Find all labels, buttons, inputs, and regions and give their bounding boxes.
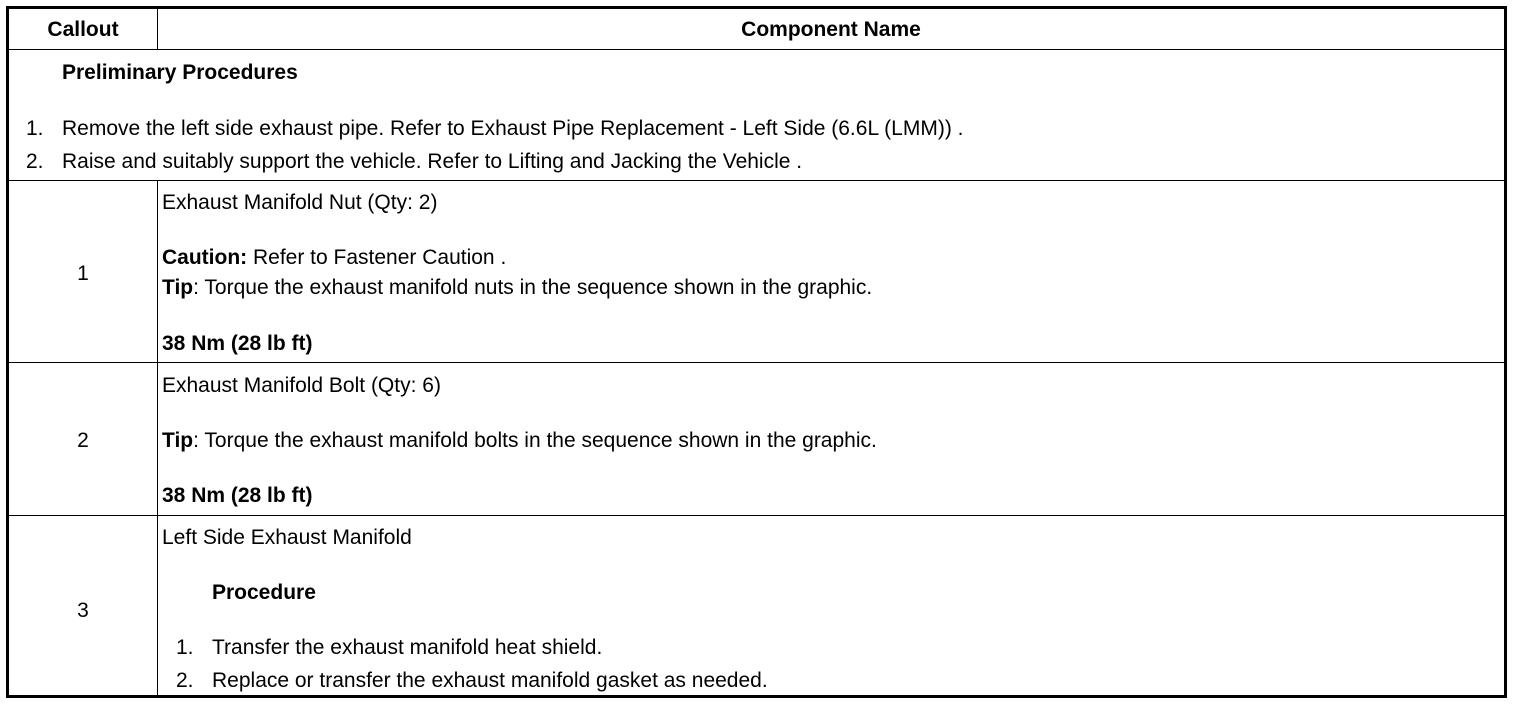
component-name: Left Side Exhaust Manifold [162,526,412,549]
tip-text: : Torque the exhaust manifold bolts in the sequence shown in the graphic. [193,429,877,452]
caution-note [162,247,506,268]
procedure-step-text: Transfer the exhaust manifold heat shield. [212,636,603,659]
preliminary-step-number: 1. [26,117,44,140]
caution-text: Refer to Fastener Caution . [247,246,507,269]
procedure-step-text: Replace or transfer the exhaust manifold gasket as needed. [212,669,768,692]
callout-number: 1 [77,262,89,285]
tip-note [162,430,877,451]
tip-label: Tip [162,429,194,452]
component-name: Exhaust Manifold Nut (Qty: 2) [162,191,438,214]
header-component-name: Component Name [741,18,921,41]
callout-number: 2 [77,429,89,452]
procedure-step-number: 1. [176,636,194,659]
caution-label: Caution: [162,246,248,269]
preliminary-step-text: Raise and suitably support the vehicle. Refer to Lifting and Jacking the Vehicle . [62,150,803,173]
tip-note [162,277,872,298]
preliminary-title: Preliminary Procedures [62,61,298,84]
row-divider [9,49,1504,50]
callout-number: 3 [77,599,89,622]
preliminary-step-text: Remove the left side exhaust pipe. Refer to Exhaust Pipe Replacement - Left Side (6.6L (LMM)) . [62,117,964,140]
preliminary-step-number: 2. [26,150,44,173]
procedure-title: Procedure [212,581,316,604]
row-divider [9,362,1504,363]
row-divider [9,515,1504,516]
component-name: Exhaust Manifold Bolt (Qty: 6) [162,374,441,397]
header-callout: Callout [47,18,119,41]
tip-text: : Torque the exhaust manifold nuts in the sequence shown in the graphic. [193,276,873,299]
procedure-step-number: 2. [176,669,194,692]
torque-spec: 38 Nm (28 lb ft) [162,484,313,507]
column-divider [157,180,158,698]
tip-label: Tip [162,276,194,299]
row-divider [9,180,1504,181]
torque-spec: 38 Nm (28 lb ft) [162,332,313,355]
component-table [6,6,1507,698]
